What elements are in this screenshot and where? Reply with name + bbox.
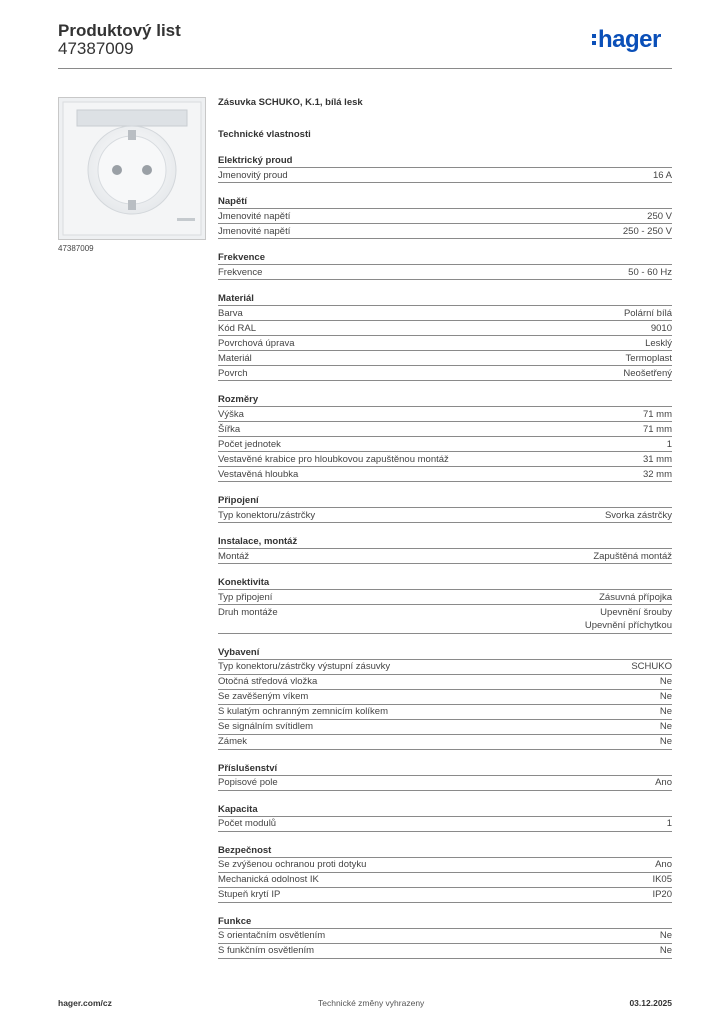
spec-label: Výška xyxy=(218,408,244,420)
spec-row xyxy=(218,306,672,321)
spec-row xyxy=(218,858,672,873)
spec-label: Jmenovitý proud xyxy=(218,169,288,181)
spec-label: Zámek xyxy=(218,736,248,747)
spec-section xyxy=(218,195,672,239)
spec-value-line: Upevnění šrouby xyxy=(600,606,672,618)
spec-value-line: 1 xyxy=(666,818,672,829)
spec-value xyxy=(667,438,672,452)
spec-value-line: Termoplast xyxy=(625,352,672,364)
spec-row xyxy=(218,873,672,888)
spec-row xyxy=(218,549,672,564)
spec-value xyxy=(623,225,672,239)
section-title: Příslušenství xyxy=(218,762,672,776)
spec-value xyxy=(585,606,672,633)
spec-row xyxy=(218,675,672,690)
spec-row xyxy=(218,366,672,381)
spec-label: Jmenovité napětí xyxy=(218,210,291,222)
spec-row xyxy=(218,224,672,239)
spec-row xyxy=(218,452,672,467)
spec-label: Povrchová úprava xyxy=(218,337,295,349)
spec-label: Barva xyxy=(218,307,243,319)
section-title: Rozměry xyxy=(218,393,672,407)
section-title: Konektivita xyxy=(218,576,672,590)
spec-section xyxy=(218,154,672,183)
spec-label: Povrch xyxy=(218,367,248,379)
spec-value xyxy=(660,929,672,943)
spec-value xyxy=(655,858,672,872)
section-title: Vybavení xyxy=(218,646,672,660)
spec-value xyxy=(643,423,672,437)
spec-value xyxy=(643,453,672,467)
spec-label: Typ konektoru/zástrčky výstupní zásuvky xyxy=(218,661,391,672)
spec-row xyxy=(218,437,672,452)
section-title: Instalace, montáž xyxy=(218,535,672,549)
spec-value xyxy=(655,776,672,790)
spec-row xyxy=(218,888,672,903)
spec-section xyxy=(218,762,672,791)
spec-value xyxy=(660,675,672,689)
spec-value-line: 71 mm xyxy=(642,408,672,420)
spec-section xyxy=(218,251,672,280)
logo-dots-icon xyxy=(592,34,596,48)
spec-value-line: 9010 xyxy=(650,322,672,334)
spec-value-line: Ne xyxy=(659,930,672,941)
spec-value xyxy=(643,468,672,482)
spec-value xyxy=(667,817,672,831)
spec-section xyxy=(218,393,672,482)
spec-value xyxy=(647,210,672,224)
spec-value-line: Lesklý xyxy=(645,337,672,349)
spec-section xyxy=(218,646,672,750)
spec-row xyxy=(218,209,672,224)
spec-label: Vestavěná hloubka xyxy=(218,468,299,480)
page-title: Produktový list xyxy=(58,21,181,40)
spec-label: Se zavěšeným víkem xyxy=(218,691,309,702)
spec-row xyxy=(218,590,672,605)
spec-value xyxy=(593,550,672,564)
section-title: Bezpečnost xyxy=(218,844,672,858)
spec-value-line: Ne xyxy=(659,736,672,747)
spec-row xyxy=(218,321,672,336)
spec-row xyxy=(218,351,672,366)
spec-value-line: Ano xyxy=(655,859,672,870)
spec-value xyxy=(626,352,672,366)
spec-section xyxy=(218,576,672,634)
spec-label: Se zvýšenou ochranou proti dotyku xyxy=(218,859,367,870)
spec-row xyxy=(218,944,672,959)
spec-value-line: 50 - 60 Hz xyxy=(628,266,672,278)
spec-row xyxy=(218,705,672,720)
product-name: Zásuvka SCHUKO, K.1, bílá lesk xyxy=(218,97,363,108)
spec-value-line: Ano xyxy=(655,777,672,788)
spec-row xyxy=(218,467,672,482)
header-divider xyxy=(58,68,672,69)
spec-value-line: Ne xyxy=(659,706,672,717)
spec-value-line: 250 - 250 V xyxy=(622,225,672,237)
spec-label: Typ připojení xyxy=(218,591,273,603)
spec-value xyxy=(643,408,672,422)
spec-content xyxy=(218,96,672,959)
section-title: Elektrický proud xyxy=(218,154,672,168)
spec-value-line: 16 A xyxy=(652,169,672,181)
spec-row xyxy=(218,422,672,437)
spec-value-line: Ne xyxy=(659,945,672,956)
socket-icon xyxy=(59,98,205,239)
spec-label: S kulatým ochranným zemnicím kolíkem xyxy=(218,706,388,717)
logo-wordmark: hager xyxy=(598,26,661,53)
spec-value xyxy=(660,720,672,734)
product-image xyxy=(58,97,206,240)
image-caption: 47387009 xyxy=(58,244,94,253)
spec-label: S funkčním osvětlením xyxy=(218,945,315,956)
spec-value-line: Ne xyxy=(659,676,672,687)
spec-section xyxy=(218,535,672,564)
spec-row xyxy=(218,168,672,183)
spec-label: Kód RAL xyxy=(218,322,257,334)
spec-label: Materiál xyxy=(218,352,252,364)
spec-value-line: 32 mm xyxy=(642,468,672,480)
spec-value-line: 31 mm xyxy=(642,453,672,465)
spec-value xyxy=(660,690,672,704)
section-title: Funkce xyxy=(218,915,672,929)
spec-label: Druh montáže xyxy=(218,606,278,618)
spec-row xyxy=(218,817,672,832)
spec-label: Počet jednotek xyxy=(218,438,281,450)
footer-date: 03.12.2025 xyxy=(629,998,672,1008)
section-title: Připojení xyxy=(218,494,672,508)
spec-row xyxy=(218,508,672,523)
spec-row xyxy=(218,660,672,675)
section-title: Napětí xyxy=(218,195,672,209)
spec-value-line: SCHUKO xyxy=(631,661,672,672)
spec-section xyxy=(218,915,672,959)
spec-value xyxy=(623,367,672,381)
spec-value-line: 250 V xyxy=(647,210,672,222)
spec-value xyxy=(660,705,672,719)
spec-label: Počet modulů xyxy=(218,818,277,829)
spec-value xyxy=(599,591,672,605)
spec-value-line: Ne xyxy=(659,721,672,732)
spec-label: Šířka xyxy=(218,423,241,435)
spec-row xyxy=(218,776,672,791)
spec-value xyxy=(660,944,672,958)
spec-section xyxy=(218,803,672,832)
spec-value-line: Neošetřený xyxy=(623,367,672,379)
spec-label: S orientačním osvětlením xyxy=(218,930,326,941)
spec-label: Montáž xyxy=(218,550,250,562)
spec-label: Mechanická odolnost IK xyxy=(218,874,319,885)
spec-row xyxy=(218,735,672,750)
spec-row xyxy=(218,336,672,351)
spec-value xyxy=(631,660,672,674)
spec-value xyxy=(653,169,672,183)
spec-label: Otočná středová vložka xyxy=(218,676,318,687)
spec-value xyxy=(628,266,672,280)
section-title: Frekvence xyxy=(218,251,672,265)
hager-logo[interactable] xyxy=(592,28,676,56)
spec-value-line: IK05 xyxy=(652,874,672,885)
spec-value-line: Upevnění příchytkou xyxy=(584,620,672,631)
spec-row xyxy=(218,605,672,634)
spec-label: Popisové pole xyxy=(218,777,278,788)
spec-label: Frekvence xyxy=(218,266,263,278)
spec-row xyxy=(218,690,672,705)
spec-row xyxy=(218,265,672,280)
footer-disclaimer: Technické změny vyhrazeny xyxy=(318,998,425,1008)
product-code: 47387009 xyxy=(58,39,134,58)
spec-value-line: Polární bílá xyxy=(623,307,672,319)
spec-value xyxy=(645,337,672,351)
spec-value-line: Ne xyxy=(659,691,672,702)
spec-value xyxy=(660,735,672,749)
section-title: Materiál xyxy=(218,292,672,306)
spec-value xyxy=(624,307,672,321)
spec-row xyxy=(218,929,672,944)
spec-row xyxy=(218,720,672,735)
spec-value xyxy=(651,322,672,336)
spec-label: Stupeň krytí IP xyxy=(218,889,281,900)
spec-row xyxy=(218,407,672,422)
spec-sections xyxy=(218,154,672,959)
spec-label: Se signálním svítidlem xyxy=(218,721,314,732)
spec-section xyxy=(218,844,672,903)
spec-value-line: Zásuvná přípojka xyxy=(599,591,672,603)
spec-value xyxy=(605,509,672,523)
spec-section xyxy=(218,494,672,523)
spec-value-line: Zapuštěná montáž xyxy=(593,550,672,562)
spec-label: Typ konektoru/zástrčky xyxy=(218,509,316,521)
spec-value-line: 71 mm xyxy=(642,423,672,435)
tech-properties-heading: Technické vlastnosti xyxy=(218,129,311,140)
spec-label: Vestavěné krabice pro hloubkovou zapuštěnou montáž xyxy=(218,453,449,465)
spec-label: Jmenovité napětí xyxy=(218,225,291,237)
spec-value xyxy=(652,888,672,902)
spec-value xyxy=(652,873,672,887)
spec-section xyxy=(218,292,672,381)
footer-website-link[interactable]: hager.com/cz xyxy=(58,998,112,1008)
spec-value-line: Svorka zástrčky xyxy=(604,509,672,521)
section-title: Kapacita xyxy=(218,803,672,817)
spec-value-line: 1 xyxy=(666,438,672,450)
spec-value-line: IP20 xyxy=(652,889,672,900)
